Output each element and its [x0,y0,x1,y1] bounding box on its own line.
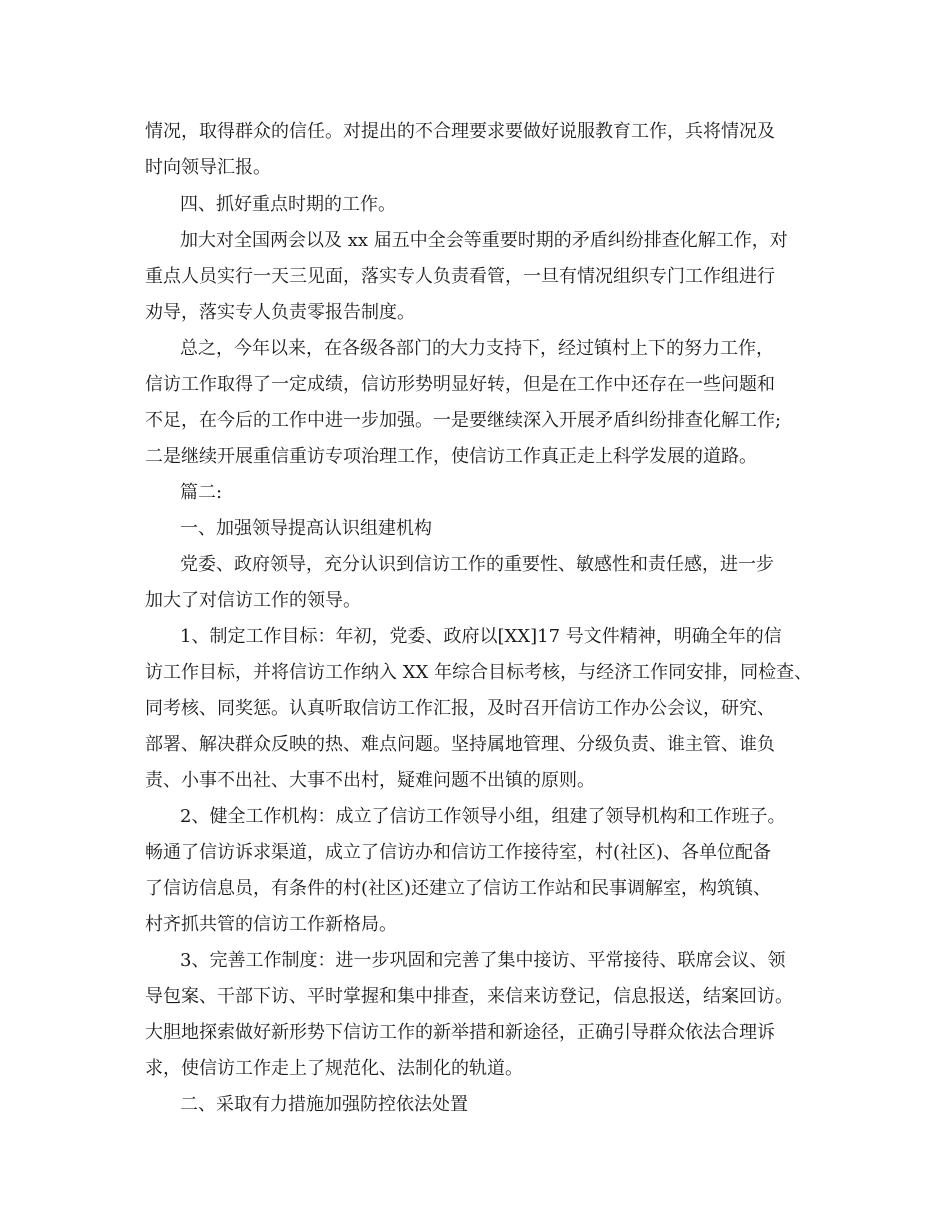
text-line: 时向领导汇报。 [145,157,271,178]
text-line: 加大了对信访工作的领导。 [145,590,361,611]
text-line: 3、完善工作制度：进一步巩固和完善了集中接访、平常接待、联席会议、领 [180,950,786,971]
text-line: 劝导，落实专人负责零报告制度。 [145,302,415,323]
text-line: 二是继续开展重信重访专项治理工作，使信访工作真正走上科学发展的道路。 [145,446,757,467]
text-line: 了信访信息员，有条件的村(社区)还建立了信访工作站和民事调解室，构筑镇、 [145,878,772,899]
section-heading: 四、抓好重点时期的工作。 [180,194,396,215]
text-line: 2、健全工作机构：成立了信访工作领导小组，组建了领导机构和工作班子。 [180,806,786,827]
text-line: 大胆地探索做好新形势下信访工作的新举措和新途径，正确引导群众依法合理诉 [145,1022,775,1043]
text-line: 重点人员实行一天三见面，落实专人负责看管，一旦有情况组织专门工作组进行 [145,266,775,287]
section-heading: 二、采取有力措施加强防控依法处置 [180,1094,468,1115]
text-line: 信访工作取得了一定成绩，信访形势明显好转，但是在工作中还存在一些问题和 [145,374,775,395]
text-line: 总之，今年以来，在各级各部门的大力支持下，经过镇村上下的努力工作， [180,338,774,359]
text-line: 不足，在今后的工作中进一步加强。一是要继续深入开展矛盾纠纷排查化解工作; [145,410,782,431]
text-line: 党委、政府领导，充分认识到信访工作的重要性、敏感性和责任感，进一步 [180,554,774,575]
text-line: 求，使信访工作走上了规范化、法制化的轨道。 [145,1058,523,1079]
text-line: 导包案、干部下访、平时掌握和集中排查，来信来访登记，信息报送，结案回访。 [145,986,793,1007]
text-line: 部署、解决群众反映的热、难点问题。坚持属地管理、分级负责、谁主管、谁负 [145,734,775,755]
text-line: 情况，取得群众的信任。对提出的不合理要求要做好说服教育工作，兵将情况及 [145,121,775,142]
text-line: 访工作目标，并将信访工作纳入 XX 年综合目标考核，与经济工作同安排，同检查、 [145,662,813,683]
text-line: 责、小事不出社、大事不出村，疑难问题不出镇的原则。 [145,770,595,791]
text-line: 同考核、同奖惩。认真听取信访工作汇报，及时召开信访工作办公会议，研究、 [145,698,775,719]
text-line: 村齐抓共管的信访工作新格局。 [145,914,397,935]
text-line: 加大对全国两会以及 xx 届五中全会等重要时期的矛盾纠纷排查化解工作，对 [180,230,788,251]
section-heading: 篇二: [180,482,223,503]
section-heading: 一、加强领导提高认识组建机构 [180,518,432,539]
text-line: 1、制定工作目标：年初，党委、政府以[XX]17 号文件精神，明确全年的信 [180,626,782,647]
text-line: 畅通了信访诉求渠道，成立了信访办和信访工作接待室，村(社区)、各单位配备 [145,842,772,863]
